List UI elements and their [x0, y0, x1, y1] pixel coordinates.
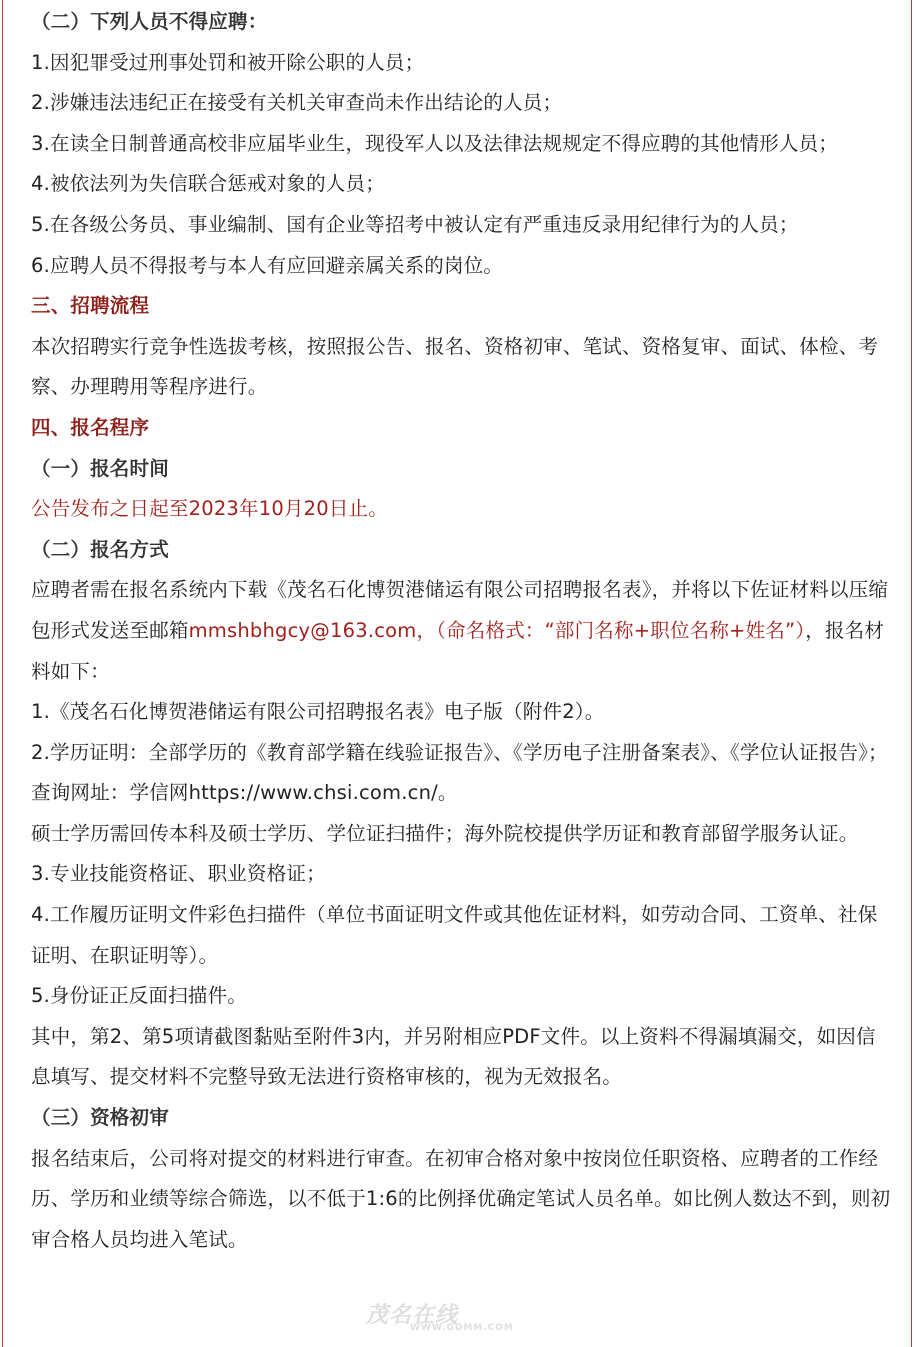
paragraph-method	[31, 570, 893, 692]
section-heading-registration: 四、报名程序	[31, 415, 150, 439]
subheading-time: （一）报名时间	[31, 456, 169, 480]
subheading-method: （二）报名方式	[31, 537, 169, 561]
paragraph: 硕士学历需回传本科及硕士学历、学位证扫描件；海外院校提供学历证和教育部留学服务认证。	[31, 821, 859, 845]
paragraph: 6.应聘人员不得报考与本人有应回避亲属关系的岗位。	[31, 253, 504, 277]
paragraph: 4.工作履历证明文件彩色扫描件（单位书面证明文件或其他佐证材料，如劳动合同、工资单、社保证明、在职证明等）。	[31, 903, 878, 967]
method-text: 应聘者需在报名系统内下载《茂名石化博贺港储运有限公司招聘报名表》，并将以下佐证材料以压缩包形式发送至邮箱	[31, 578, 889, 642]
registration-deadline: 公告发布之日起至2023年10月20日止。	[31, 497, 388, 521]
document-body	[31, 2, 893, 1260]
paragraph: 其中，第2、第5项请截图黏贴至附件3内，并另附相应PDF文件。以上资料不得漏填漏交，如因信息填写、提交材料不完整导致无法进行资格审核的，视为无效报名。	[31, 1024, 876, 1089]
paragraph: 2.学历证明：全部学历的《教育部学籍在线验证报告》、《学历电子注册备案表》、《学位认证报告》；查询网址：学信网https://www.chsi.com.cn/。	[31, 740, 888, 805]
method-text-tail: ，报名材料如下：	[31, 618, 885, 683]
paragraph: 1.《茂名石化博贺港储运有限公司招聘报名表》电子版（附件2）。	[31, 700, 605, 724]
subheading-review: （三）资格初审	[31, 1106, 169, 1130]
paragraph: 5.在各级公务员、事业编制、国有企业等招考中被认定有严重违反录用纪律行为的人员；	[31, 212, 799, 236]
paragraph: 5.身份证正反面扫描件。	[31, 984, 248, 1008]
paragraph: 2.涉嫌违法违纪正在接受有关机关审查尚未作出结论的人员；	[31, 91, 563, 115]
paragraph: 3.在读全日制普通高校非应届毕业生，现役军人以及法律法规规定不得应聘的其他情形人员；	[31, 131, 839, 155]
paragraph: 报名结束后，公司将对提交的材料进行审查。在初审合格对象中按岗位任职资格、应聘者的工作经历、学历和业绩等综合筛选，以不低于1:6的比例择优确定笔试人员名单。如比例人数达不到，则初审合格人员均进入笔试。	[31, 1146, 891, 1251]
email-and-naming-format: mmshbhgcy@163.com，（命名格式：“部门名称+职位名称+姓名”）	[188, 618, 806, 642]
paragraph: 1.因犯罪受过刑事处罚和被开除公职的人员；	[31, 50, 425, 74]
paragraph: 4.被依法列为失信联合惩戒对象的人员；	[31, 172, 385, 196]
section-heading-ineligible: （二）下列人员不得应聘：	[31, 10, 268, 33]
paragraph: 本次招聘实行竞争性选拔考核，按照报公告、报名、资格初审、笔试、资格复审、面试、体检、考察、办理聘用等程序进行。	[31, 334, 879, 399]
section-heading-process: 三、招聘流程	[31, 294, 150, 318]
paragraph: 3.专业技能资格证、职业资格证；	[31, 862, 326, 886]
watermark-text: 茂名在线	[366, 1303, 459, 1328]
watermark-url: WWW.GDMM.COM	[410, 1323, 514, 1333]
